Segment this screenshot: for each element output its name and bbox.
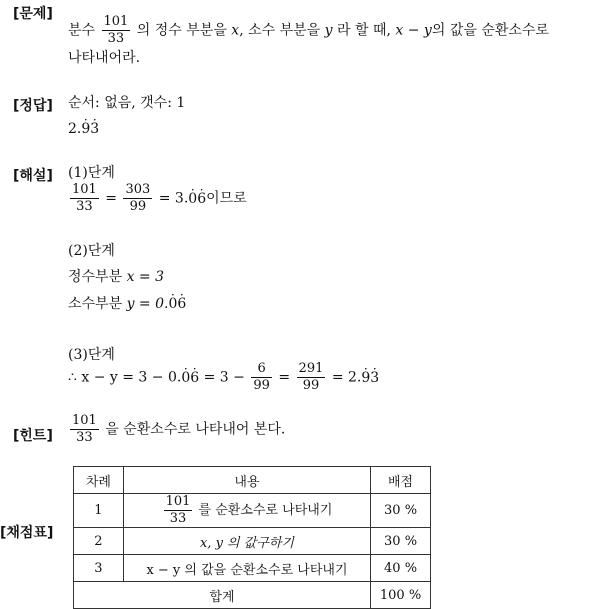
total-score: 100 %	[371, 582, 431, 609]
rubric-header-row	[74, 467, 431, 494]
hint-label: [힌트]	[13, 428, 53, 444]
step1-frac-2	[123, 182, 152, 215]
step1-title: (1)단계	[68, 165, 115, 181]
answer-pre: 2.	[68, 121, 82, 137]
answer-line-1: 순서: 없음, 갯수: 1	[68, 95, 186, 111]
row1-content	[123, 494, 370, 528]
step1-repeat-1: 0 ·	[188, 189, 197, 209]
decimal-repeat-2: 6 ·	[177, 294, 186, 314]
problem-text-3: , 소수 부분을	[239, 22, 321, 39]
row2-content: x, y 의 값구하기	[123, 528, 370, 555]
decimal-part-expr: y = 0.	[126, 296, 169, 312]
step1-repeat-2: 6 ·	[197, 189, 206, 209]
answer-label: [정답]	[13, 98, 53, 114]
hint-line	[68, 413, 285, 446]
integer-part-label: 정수부분	[68, 269, 123, 285]
rubric-label: [채점표]	[0, 525, 54, 541]
answer-value	[68, 119, 99, 139]
step3-title: (3)단계	[68, 347, 115, 363]
step1-frac-1-den: 33	[76, 199, 93, 214]
table-row	[74, 494, 431, 528]
table-row	[74, 528, 431, 555]
problem-expr: x − y	[395, 22, 432, 39]
step3-frac-2-den: 99	[302, 378, 320, 393]
problem-text-5: 의 값을 순환소수로	[431, 22, 549, 39]
row2-score: 30 %	[371, 528, 431, 555]
row2-no: 2	[74, 528, 124, 555]
rubric-header-content: 내용	[123, 467, 370, 494]
problem-frac-den: 33	[107, 31, 125, 46]
row1-fraction	[164, 494, 193, 527]
decimal-repeat-1: 0 ·	[168, 294, 177, 314]
row1-no: 1	[74, 494, 124, 528]
step1-frac-1	[70, 182, 99, 215]
problem-label: [문제]	[13, 6, 53, 22]
total-label: 합계	[74, 582, 371, 609]
answer-repeat-digit-2: 3 ·	[90, 119, 99, 139]
step1-eq2: = 3.	[158, 190, 189, 207]
row1-score: 30 %	[371, 494, 431, 528]
problem-frac-num: 101	[103, 14, 129, 29]
step3-pre: ∴ x − y = 3 − 0.	[68, 369, 182, 386]
step3-equation	[68, 361, 379, 394]
step1-equation	[68, 182, 247, 215]
step2-integer	[68, 267, 164, 287]
rubric-header-score: 배점	[371, 467, 431, 494]
step3-eq2: = 2.	[331, 369, 362, 386]
row1-frac-den: 33	[169, 511, 187, 526]
problem-line-1	[68, 14, 549, 47]
hint-fraction	[70, 413, 99, 446]
solution-label: [해설]	[13, 168, 53, 184]
step3-repeat-3: 9 ·	[361, 368, 370, 388]
step3-frac-1	[251, 361, 272, 394]
step1-frac-2-num: 303	[125, 182, 151, 197]
step3-frac-2-num: 291	[298, 361, 324, 376]
row1-text: 를 순환소수로 나타내기	[198, 503, 333, 518]
step3-mid: = 3 −	[203, 369, 245, 386]
rubric-total-row	[74, 582, 431, 609]
step1-frac-1-num: 101	[72, 182, 97, 197]
step2-title: (2)단계	[68, 243, 115, 259]
hint-text: 을 순환소수로 나타내어 본다.	[105, 421, 286, 438]
step3-repeat-2: 6 ·	[190, 368, 199, 388]
step1-frac-2-den: 99	[129, 199, 147, 214]
row3-no: 3	[74, 555, 124, 582]
problem-line-2: 나타내어라.	[68, 50, 141, 66]
step3-repeat-4: 3 ·	[370, 368, 379, 388]
decimal-part-label: 소수부분	[68, 296, 123, 312]
answer-repeat-digit-1: 9 ·	[81, 119, 90, 139]
rubric-table	[73, 466, 431, 609]
problem-var-y: y	[324, 22, 333, 39]
problem-fraction	[102, 14, 131, 47]
problem-text-4: 라 할 때,	[337, 22, 391, 39]
problem-text-2: 의 정수 부분을	[136, 22, 227, 39]
hint-frac-num: 101	[72, 413, 97, 428]
row3-score: 40 %	[371, 555, 431, 582]
step3-frac-2	[297, 361, 326, 394]
problem-var-x: x	[231, 22, 240, 39]
step1-eq: =	[105, 190, 118, 207]
problem-text-1: 분수	[68, 22, 96, 39]
rubric-header-no: 차례	[74, 467, 124, 494]
hint-frac-den: 33	[76, 430, 93, 445]
integer-part-expr: x = 3	[126, 269, 164, 285]
table-row	[74, 555, 431, 582]
step3-frac-1-den: 99	[253, 378, 270, 393]
row1-frac-num: 101	[165, 494, 191, 509]
step1-tail: 이므로	[206, 190, 247, 207]
step2-decimal	[68, 294, 186, 314]
step3-frac-1-num: 6	[251, 361, 272, 378]
row3-content: x − y 의 값을 순환소수로 나타내기	[123, 555, 370, 582]
step3-eq: =	[278, 369, 291, 386]
step3-repeat-1: 0 ·	[181, 368, 190, 388]
